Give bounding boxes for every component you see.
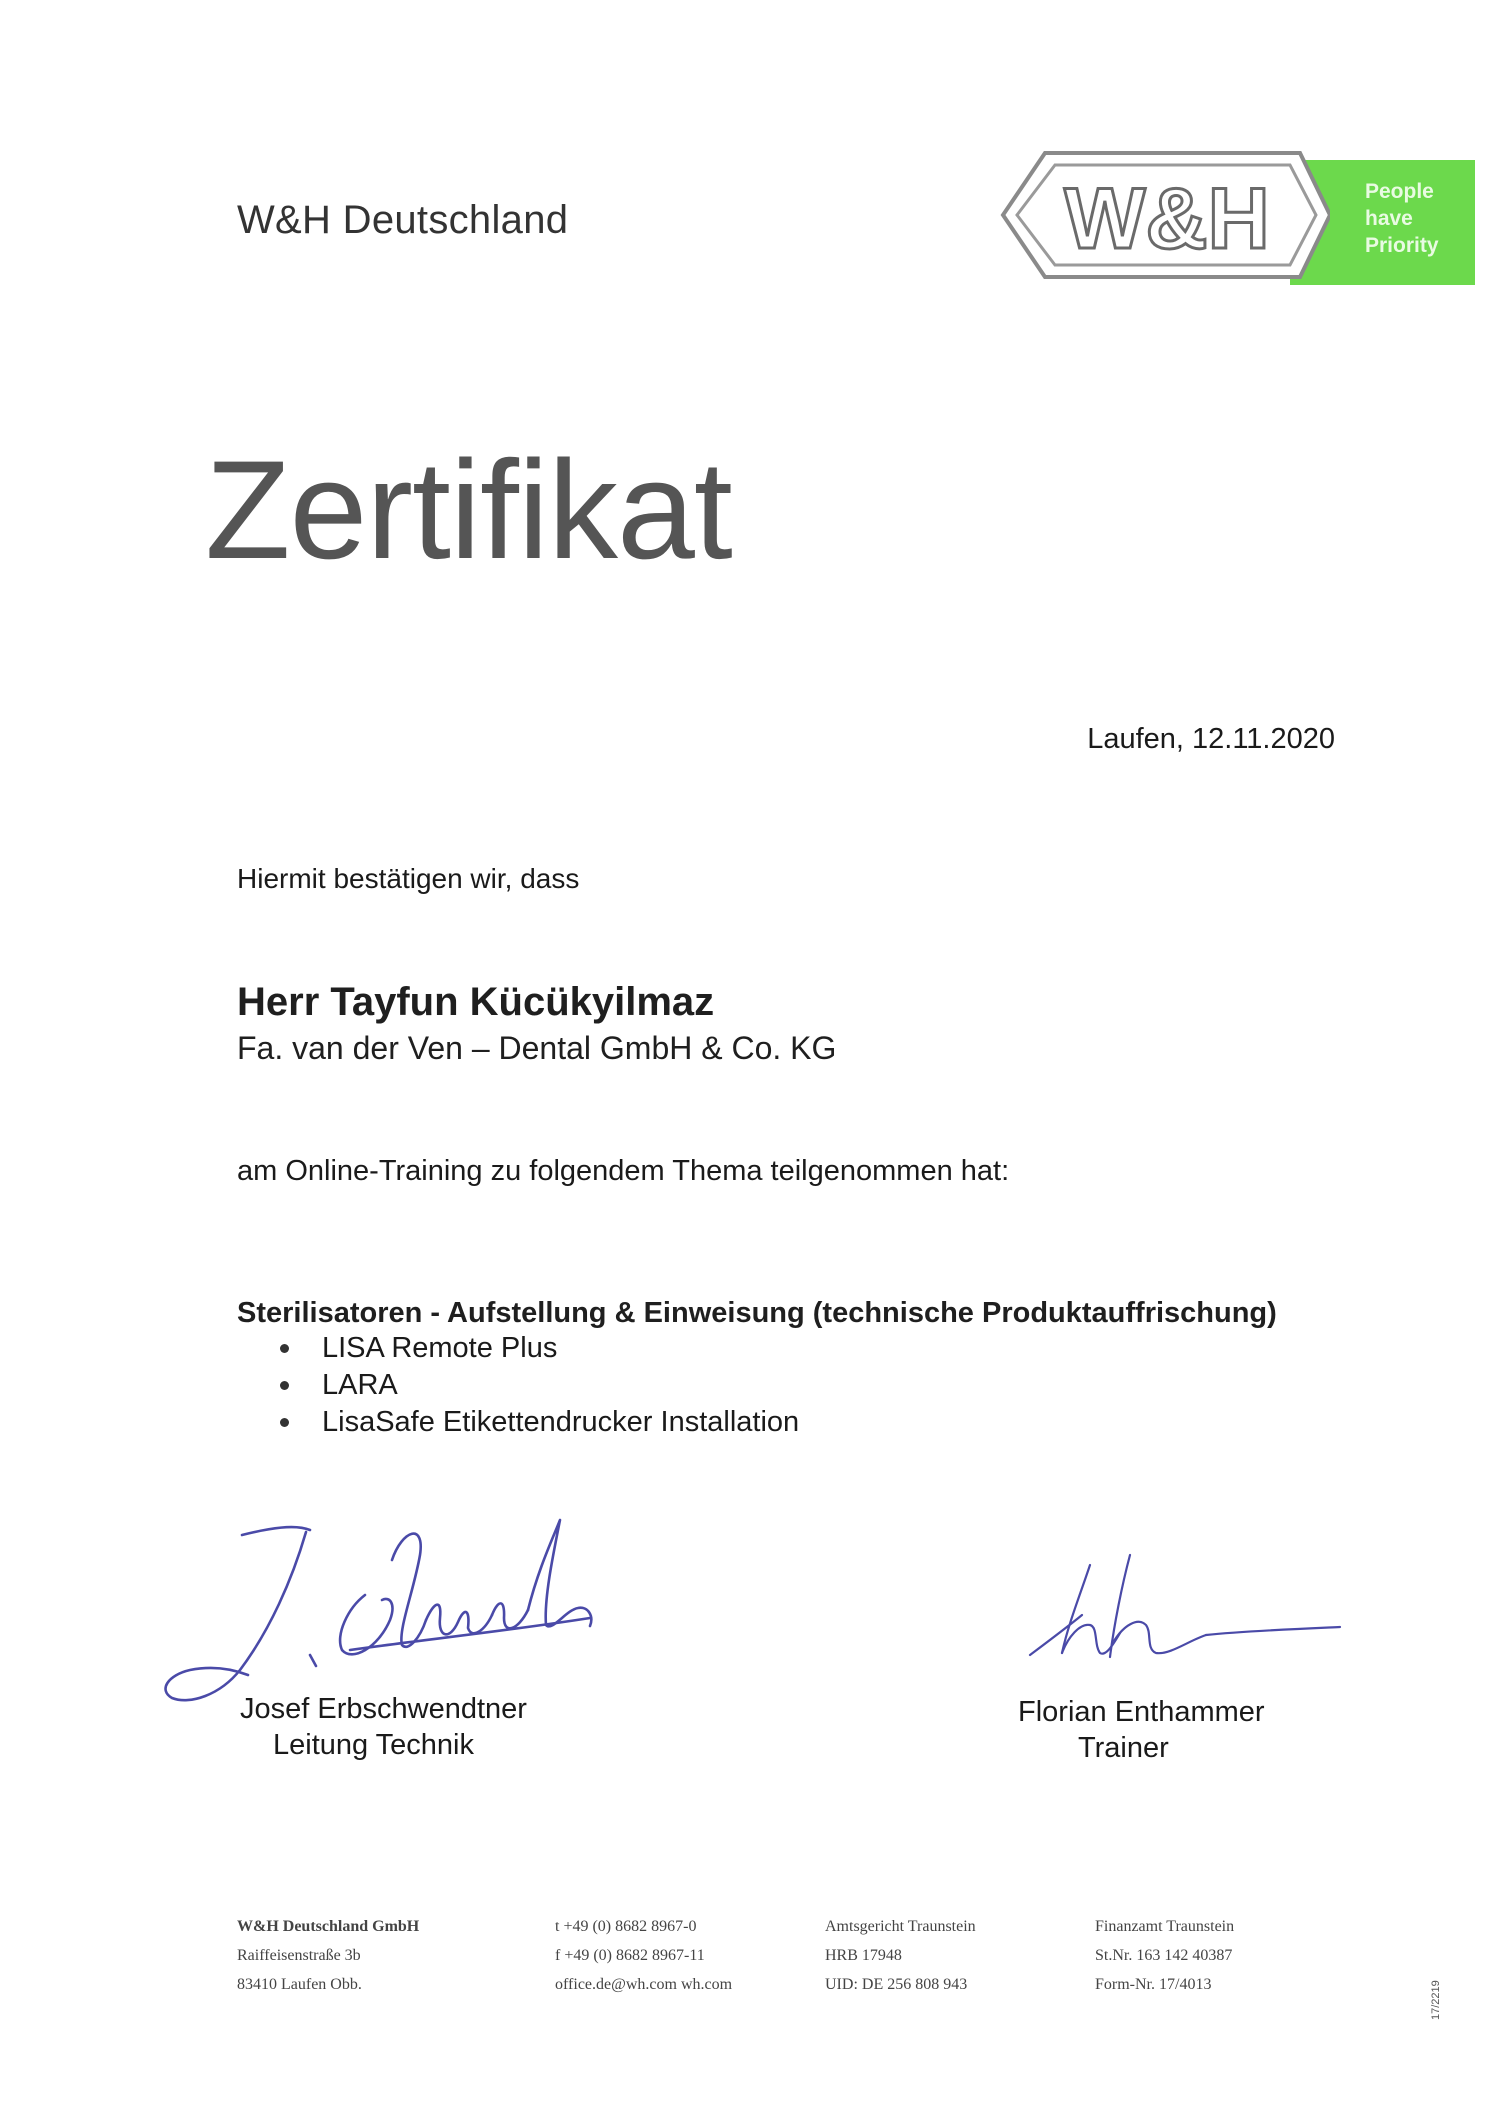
footer-phone: t +49 (0) 8682 8967-0 <box>555 1918 697 1935</box>
company-header: W&H Deutschland <box>237 198 569 242</box>
signer-left-name: Josef Erbschwendtner <box>240 1693 527 1725</box>
footer-tax-number: St.Nr. 163 142 40387 <box>1095 1947 1233 1964</box>
footer-address <box>237 1912 419 1999</box>
certificate-title: Zertifikat <box>205 431 732 588</box>
topic-title: Sterilisatoren - Aufstellung & Einweisung (technische Produktauffrischung) <box>237 1297 1277 1329</box>
signature-left <box>120 1500 600 1710</box>
training-text: am Online-Training zu folgendem Thema teilgenommen hat: <box>237 1155 1010 1187</box>
signer-left-role: Leitung Technik <box>273 1729 475 1761</box>
footer-registry <box>825 1912 976 1999</box>
footer-form-number: Form-Nr. 17/4013 <box>1095 1976 1212 1993</box>
logo-tagline-line: People <box>1365 180 1434 203</box>
confirm-text: Hiermit bestätigen wir, dass <box>237 863 580 894</box>
topic-list <box>280 1330 799 1441</box>
footer-company: W&H Deutschland GmbH <box>237 1918 420 1935</box>
footer-uid: UID: DE 256 808 943 <box>825 1976 968 1993</box>
side-form-code: 17/2219 <box>1430 1980 1442 2020</box>
signer-right-role: Trainer <box>1078 1732 1169 1764</box>
footer-court: Amtsgericht Traunstein <box>825 1918 976 1935</box>
logo-tagline-line: have <box>1365 207 1413 230</box>
list-item <box>280 1330 799 1367</box>
footer-street: Raiffeisenstraße 3b <box>237 1947 361 1964</box>
bullet-icon <box>280 1418 289 1427</box>
list-item-label: LISA Remote Plus <box>322 1332 558 1364</box>
list-item <box>280 1404 799 1441</box>
footer-tax-office: Finanzamt Traunstein <box>1095 1918 1235 1935</box>
person-name: Herr Tayfun Kücükyilmaz <box>237 980 715 1024</box>
footer-city: 83410 Laufen Obb. <box>237 1976 362 1993</box>
footer-email-web: office.de@wh.com wh.com <box>555 1976 733 1993</box>
person-company: Fa. van der Ven – Dental GmbH & Co. KG <box>237 1030 837 1066</box>
footer-contact <box>555 1912 732 1999</box>
footer-hrb: HRB 17948 <box>825 1947 902 1964</box>
list-item <box>280 1367 799 1404</box>
list-item-label: LisaSafe Etikettendrucker Installation <box>322 1406 800 1438</box>
wh-logo <box>1000 145 1475 285</box>
signature-right <box>1010 1545 1350 1685</box>
logo-tagline <box>1365 178 1439 259</box>
bullet-icon <box>280 1381 289 1390</box>
footer-tax <box>1095 1912 1234 1999</box>
bullet-icon <box>280 1344 289 1353</box>
signer-right-name: Florian Enthammer <box>1018 1696 1265 1728</box>
logo-mark <box>1000 145 1330 285</box>
date-line: Laufen, 12.11.2020 <box>1087 723 1335 755</box>
logo-mark-text: W&H <box>1064 171 1270 267</box>
list-item-label: LARA <box>322 1369 398 1401</box>
footer-fax: f +49 (0) 8682 8967-11 <box>555 1947 705 1964</box>
logo-tagline-line: Priority <box>1365 234 1439 257</box>
